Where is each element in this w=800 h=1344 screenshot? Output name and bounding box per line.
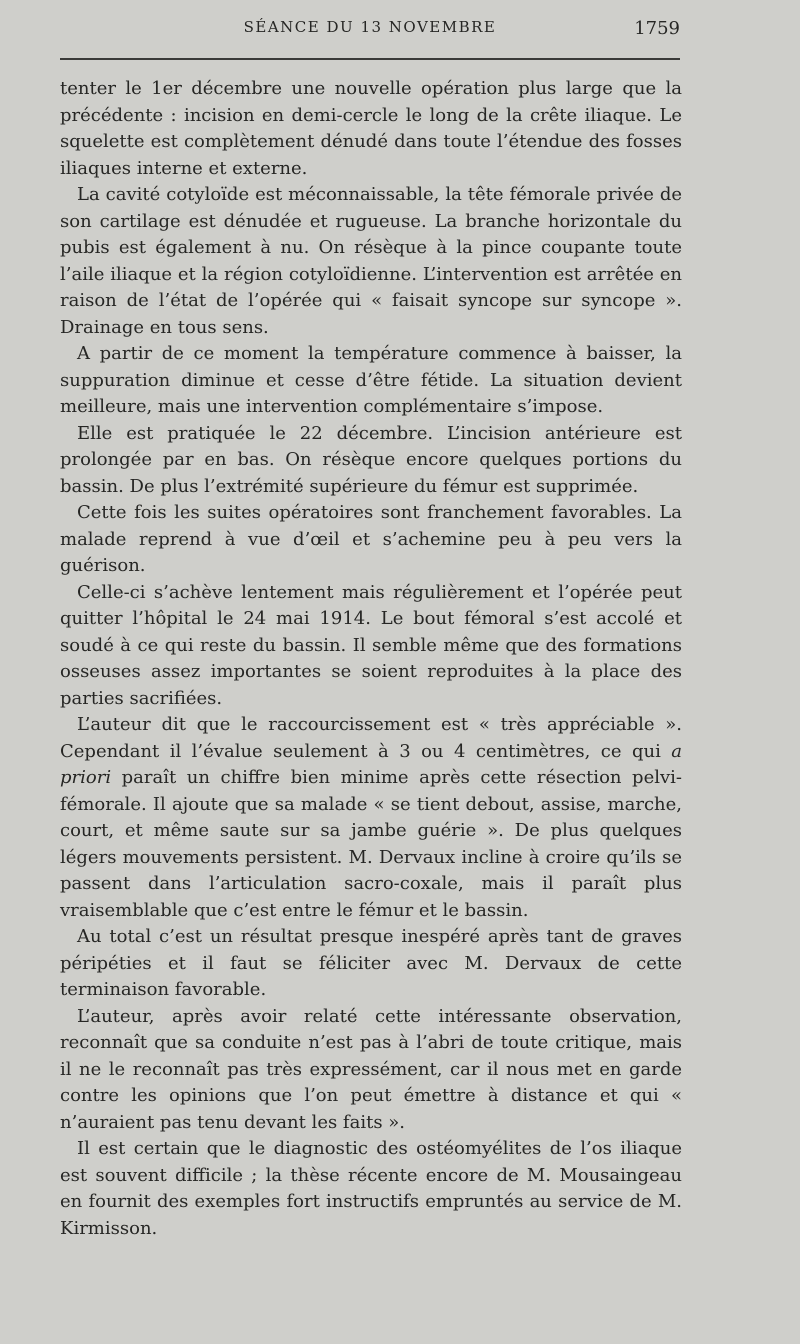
- paragraph: tenter le 1er décembre une nouvelle opération plus large que la précédente : incision en demi-cercle le long de la crête iliaque. Le squelette est complètement dénudé dans toute l’étendue des fosses iliaques interne et externe.: [60, 78, 682, 179]
- italic-phrase: a priori: [60, 740, 682, 788]
- paragraph: La cavité cotyloïde est méconnaissable, la tête fémorale privée de son cartilage est dénudée et rugueuse. La branche horizontale du pubis est également à nu. On résèque à la pince coupante toute l’aile iliaque et la région cotyloïdienne. L’intervention est arrêtée en raison de l’état de l’opérée qui « faisait syncope sur syncope ». Drainage en tous sens.: [60, 184, 682, 338]
- paragraph-text: paraît un chiffre bien minime après cette résection pelvi-fémorale. Il ajoute que sa malade « se tient debout, assise, marche, court, et même saute sur sa jambe guérie ». De plus quelques légers mouvements persistent. M. Dervaux incline à croire qu’ils se passent dans l’articulation sacro-coxale, mais il paraît plus vraisemblable que c’est entre le fémur et le bassin.: [60, 767, 682, 921]
- paragraph: L’auteur, après avoir relaté cette intéressante observation, reconnaît que sa conduite n’est pas à l’abri de toute critique, mais il ne le reconnaît pas très expressément, car il nous met en garde contre les opinions que l’on peut émettre à distance et qui « n’auraient pas tenu devant les faits ».: [60, 1005, 682, 1133]
- paragraph-text: L’auteur dit que le raccourcissement est « très appréciable ». Cependant il l’évalue seulement à 3 ou 4 centimètres, ce qui: [60, 714, 682, 762]
- body-text: [60, 76, 682, 1242]
- paragraph: Au total c’est un résultat presque inespéré après tant de graves péripéties et il faut se féliciter avec M. Dervaux de cette terminaison favorable.: [60, 926, 682, 1000]
- paragraph: [60, 712, 682, 924]
- paragraph: Il est certain que le diagnostic des ostéomyélites de l’os iliaque est souvent difficile ; la thèse récente encore de M. Mousaingeau en fournit des exemples fort instructifs empruntés au service de M. Kirmisson.: [60, 1138, 682, 1239]
- paragraph: Cette fois les suites opératoires sont franchement favorables. La malade reprend à vue d’œil et s’achemine peu à peu vers la guérison.: [60, 502, 682, 576]
- running-title: SÉANCE DU 13 NOVEMBRE: [243, 18, 497, 36]
- header-rule: [60, 58, 680, 60]
- paragraph: A partir de ce moment la température commence à baisser, la suppuration diminue et cesse d’être fétide. La situation devient meilleure, mais une intervention complémentaire s’impose.: [60, 343, 682, 417]
- page-header: [60, 18, 680, 44]
- paragraph: Elle est pratiquée le 22 décembre. L’incision antérieure est prolongée par en bas. On résèque encore quelques portions du bassin. De plus l’extrémité supérieure du fémur est supprimée.: [60, 422, 682, 497]
- paragraph: Celle-ci s’achève lentement mais régulièrement et l’opérée peut quitter l’hôpital le 24 mai 1914. Le bout fémoral s’est accolé et soudé à ce qui reste du bassin. Il semble même que des formations osseuses assez importantes se soient reproduites à la place des parties sacrifiées.: [60, 581, 682, 709]
- page-number: 1759: [634, 18, 680, 39]
